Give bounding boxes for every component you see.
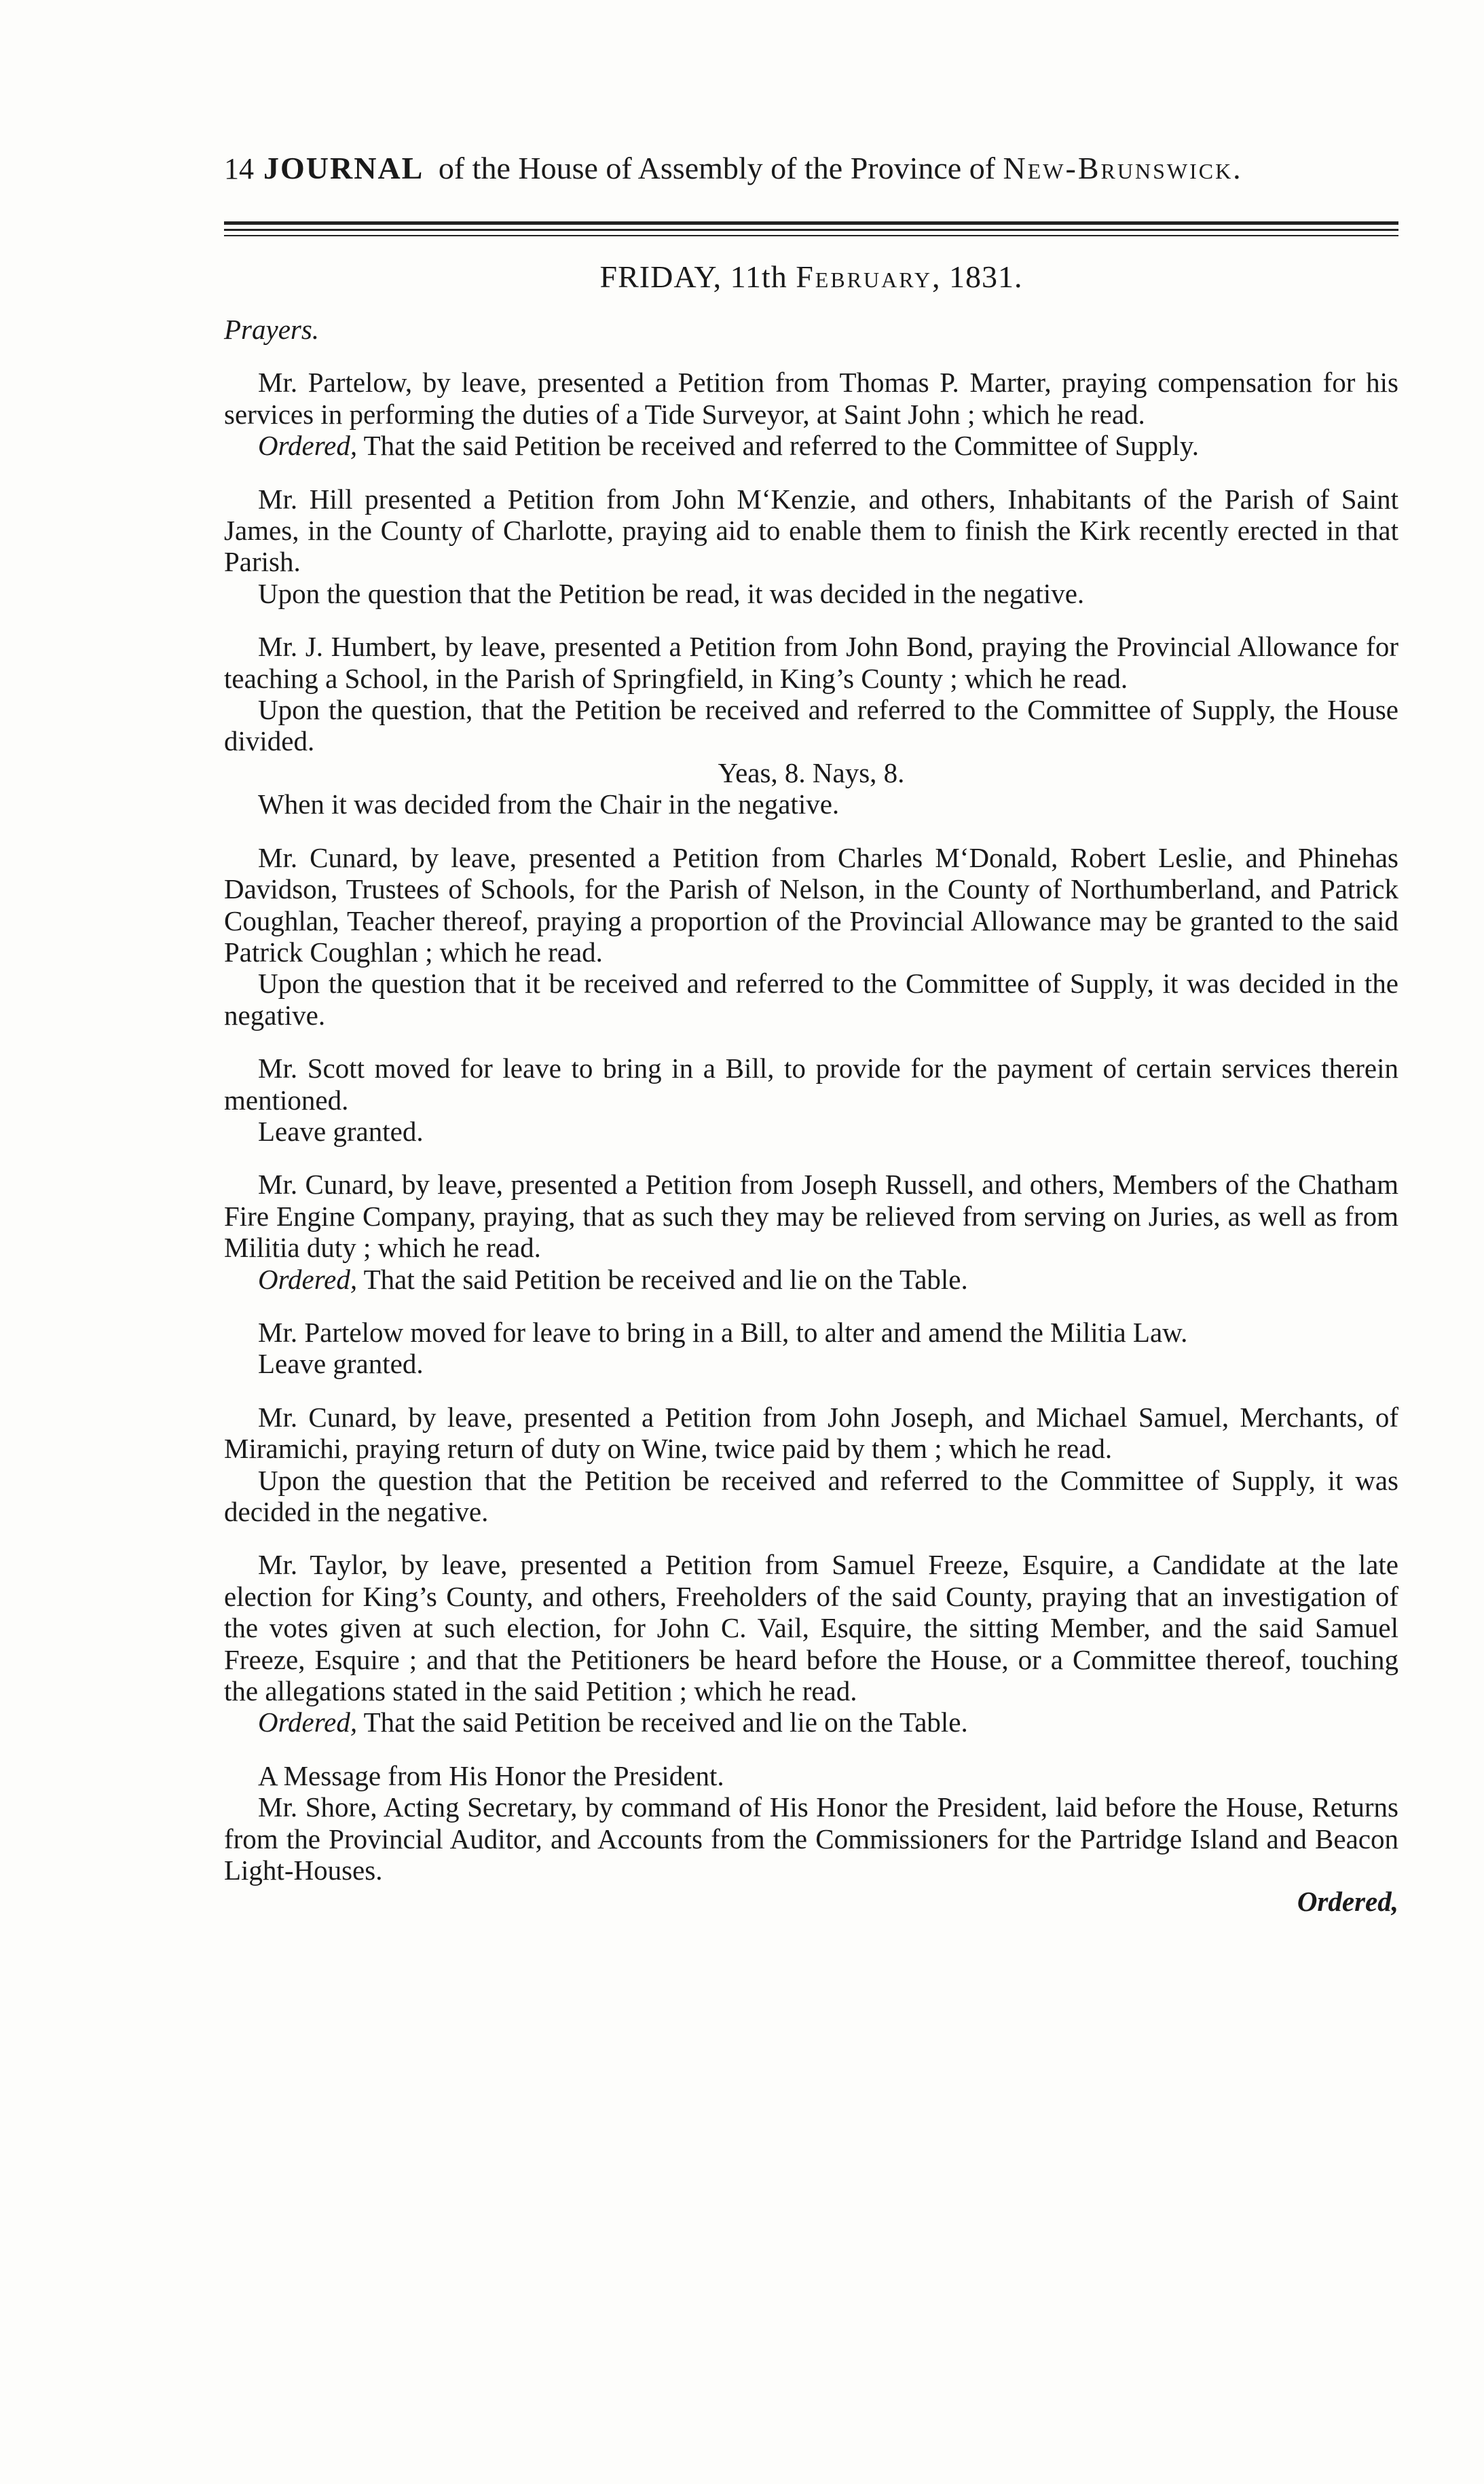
paragraph: When it was decided from the Chair in the negative. [258,788,840,820]
paragraph: Mr. Hill presented a Petition from John M‘Kenzie, and others, Inhabitants of the Parish of Saint James, in the County of Charlotte, praying aid to enable them to finish the Kirk recently erected in that Parish. [224,483,1398,578]
paragraph: Mr. Shore, Acting Secretary, by command of His Honor the President, laid before the House, Returns from the Provincial Auditor, and Accounts from the Commissioners for the Partridge Island and Beacon Light-Houses. [224,1791,1398,1886]
ordered-text: That the said Petition be received and lie on the Table. [357,1263,968,1295]
paragraph: A Message from His Honor the President. [258,1759,724,1791]
date-year: , 1831. [931,259,1023,294]
vote-tally: Yeas, 8. Nays, 8. [718,756,905,788]
ordered-text: That the said Petition be received and referred to the Committee of Supply. [357,430,1200,462]
date-heading [224,258,1398,296]
prayers-note: Prayers. [224,314,320,345]
paragraph [224,430,1398,461]
paragraph [224,1706,1398,1738]
journal-body [224,314,1398,1918]
header-rule [224,235,1398,236]
paragraph: Upon the question that it be received and referred to the Committee of Supply, it was decided in the negative. [224,968,1398,1031]
header-rule [224,221,1398,225]
paragraph: Mr. Partelow, by leave, presented a Petition from Thomas P. Marter, praying compensation for his services in performing the duties of a Tide Surveyor, at Saint John ; which he read. [224,367,1398,430]
paragraph: Mr. Scott moved for leave to bring in a Bill, to provide for the payment of certain services therein mentioned. [224,1053,1398,1116]
ordered-lead: Ordered, [258,1706,358,1738]
paragraph: Mr. Partelow moved for leave to bring in a Bill, to alter and amend the Militia Law. [258,1316,1188,1348]
paragraph: Mr. Taylor, by leave, presented a Petition from Samuel Freeze, Esquire, a Candidate at the late election for King’s County, and others, Freeholders of the said County, praying that an investigation of the votes given at such election, for John C. Vail, Esquire, the sitting Member, and the said Samuel Freeze, Esquire ; and that the Petitioners be heard before the House, or a Committee thereof, touching the allegations stated in the said Petition ; which he read. [224,1549,1398,1707]
ordered-lead: Ordered, [258,1263,358,1295]
paragraph: Mr. Cunard, by leave, presented a Petition from Joseph Russell, and others, Members of the Chatham Fire Engine Company, praying, that as such they may be relieved from serving on Juries, as well as from Militia duty ; which he read. [224,1169,1398,1264]
date-day: FRIDAY, 11th [599,259,796,294]
journal-title: JOURNAL [263,151,424,185]
paragraph: Mr. J. Humbert, by leave, presented a Petition from John Bond, praying the Provincial Allowance for teaching a School, in the Parish of Springfield, in King’s County ; which he read. [224,631,1398,694]
paragraph: Leave granted. [258,1348,424,1380]
ordered-text: That the said Petition be received and lie on the Table. [357,1706,968,1738]
journal-subtitle: of the House of Assembly of the Province of [430,151,1003,185]
paragraph: Mr. Cunard, by leave, presented a Petition from John Joseph, and Michael Samuel, Merchants, of Miramichi, praying return of duty on Wine, twice paid by them ; which he read. [224,1401,1398,1465]
paragraph: Upon the question that the Petition be received and referred to the Committee of Supply, it was decided in the negative. [224,1464,1398,1527]
page-number: 14 [224,152,254,185]
paragraph [224,1264,1398,1295]
province-name: New-Brunswick. [1003,151,1243,185]
paragraph: Mr. Cunard, by leave, presented a Petition from Charles M‘Donald, Robert Leslie, and Phinehas Davidson, Trustees of Schools, for the Parish of Nelson, in the County of Northumberland, and Patrick Coughlan, Teacher thereof, praying a proportion of the Provincial Allowance may be granted to the said Patrick Coughlan ; which he read. [224,841,1398,968]
date-month: February [796,259,932,294]
paragraph: Leave granted. [258,1115,424,1147]
catchword: Ordered, [1297,1886,1398,1918]
paragraph: Upon the question, that the Petition be received and referred to the Committee of Supply, the House divided. [224,694,1398,757]
header-rule [224,229,1398,231]
running-head [224,149,1392,188]
paragraph: Upon the question that the Petition be read, it was decided in the negative. [258,577,1085,609]
ordered-lead: Ordered, [258,430,358,462]
